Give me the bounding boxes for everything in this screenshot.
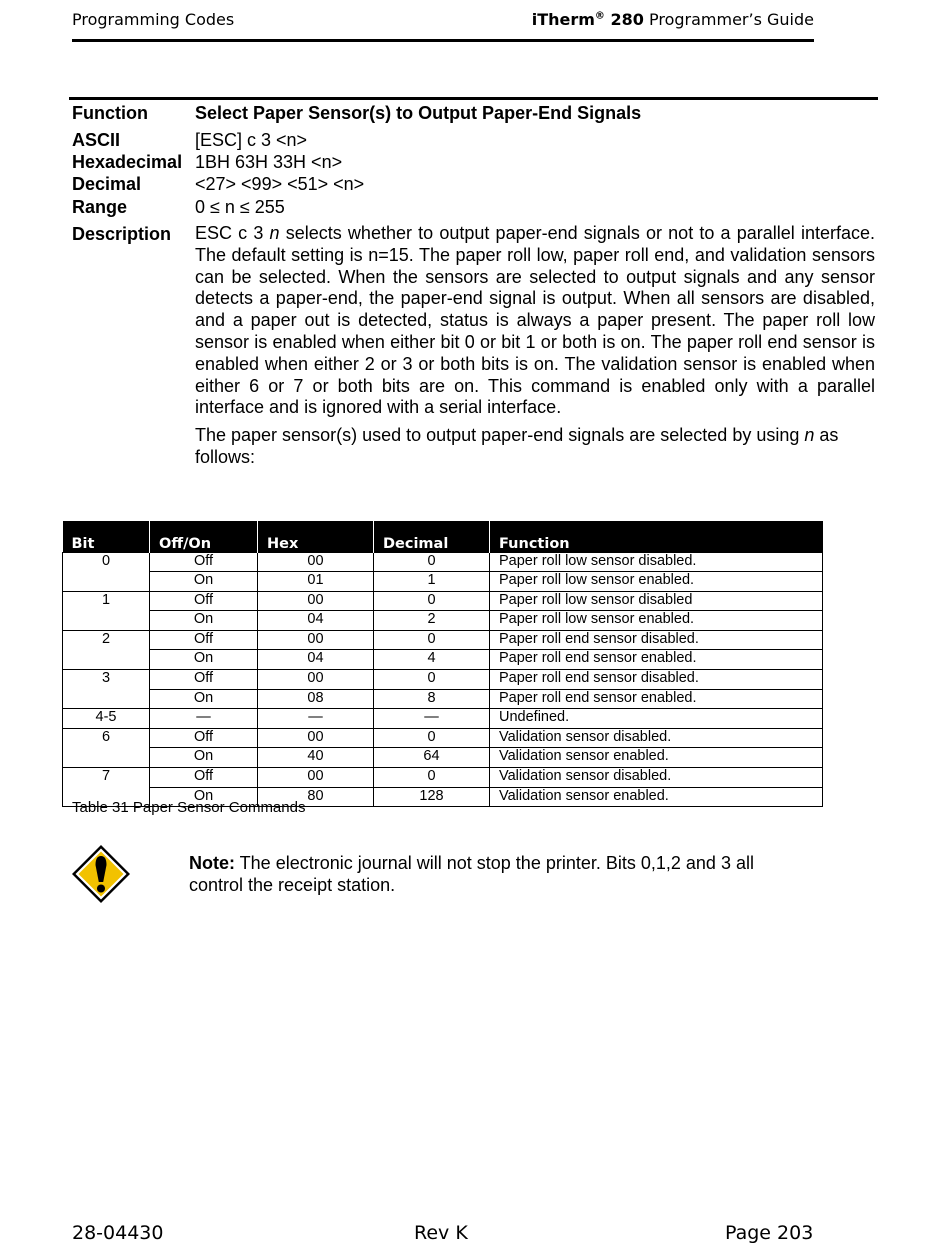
offon-cell: Off bbox=[150, 591, 258, 611]
description-body bbox=[195, 223, 875, 469]
decimal-cell: 0 bbox=[374, 552, 490, 572]
decimal-value: <27> <99> <51> <n> bbox=[195, 174, 365, 194]
hex-cell: 40 bbox=[258, 748, 374, 768]
hex-cell: 80 bbox=[258, 787, 374, 807]
footer-doc-number: 28-04430 bbox=[72, 1222, 164, 1244]
decimal-cell: 0 bbox=[374, 591, 490, 611]
section-rule bbox=[69, 97, 878, 100]
header-brand: iTherm bbox=[531, 10, 595, 29]
table-row bbox=[63, 611, 823, 631]
function-cell: Validation sensor enabled. bbox=[490, 787, 823, 807]
bit-cell: 4-5 bbox=[63, 709, 150, 729]
decimal-cell: — bbox=[374, 709, 490, 729]
function-cell: Paper roll end sensor enabled. bbox=[490, 689, 823, 709]
page-header bbox=[72, 10, 814, 30]
table-row bbox=[63, 728, 823, 748]
function-cell: Paper roll low sensor disabled bbox=[490, 591, 823, 611]
function-cell: Paper roll low sensor enabled. bbox=[490, 611, 823, 631]
bit-cell: 1 bbox=[63, 591, 150, 630]
table-row bbox=[63, 748, 823, 768]
decimal-cell: 64 bbox=[374, 748, 490, 768]
decimal-cell: 0 bbox=[374, 768, 490, 788]
footer-revision: Rev K bbox=[414, 1222, 468, 1244]
table-row bbox=[63, 709, 823, 729]
hex-cell: 00 bbox=[258, 768, 374, 788]
function-cell: Paper roll low sensor enabled. bbox=[490, 572, 823, 592]
hex-cell: 04 bbox=[258, 650, 374, 670]
paper-sensor-table bbox=[62, 521, 823, 807]
bit-cell: 7 bbox=[63, 768, 150, 807]
hex-cell: 04 bbox=[258, 611, 374, 631]
hex-cell: 08 bbox=[258, 689, 374, 709]
offon-cell: Off bbox=[150, 630, 258, 650]
function-cell: Validation sensor enabled. bbox=[490, 748, 823, 768]
column-header: Decimal bbox=[374, 521, 490, 552]
function-cell: Paper roll end sensor enabled. bbox=[490, 650, 823, 670]
description-text: The paper sensor(s) used to output paper-end signals are selected by using bbox=[195, 425, 805, 446]
function-cell: Paper roll end sensor disabled. bbox=[490, 630, 823, 650]
note-text bbox=[189, 852, 809, 896]
description-text: ESC c 3 bbox=[195, 223, 270, 243]
param-n: n bbox=[269, 223, 280, 243]
column-header: Hex bbox=[258, 521, 374, 552]
description-paragraph bbox=[195, 425, 875, 469]
table-row bbox=[63, 768, 823, 788]
range-label: Range bbox=[72, 197, 128, 217]
offon-cell: Off bbox=[150, 728, 258, 748]
header-guide-name: Programmer’s Guide bbox=[648, 10, 814, 29]
function-label: Function bbox=[72, 103, 148, 123]
note-body: The electronic journal will not stop the printer. Bits 0,1,2 and 3 all control the receipt station. bbox=[189, 853, 754, 895]
hex-cell: 00 bbox=[258, 591, 374, 611]
footer-page-number: Page 203 bbox=[725, 1222, 814, 1244]
hex-cell: 00 bbox=[258, 670, 374, 690]
hex-cell: 01 bbox=[258, 572, 374, 592]
table-body bbox=[63, 552, 823, 807]
offon-cell: On bbox=[150, 748, 258, 768]
offon-cell: Off bbox=[150, 670, 258, 690]
decimal-label: Decimal bbox=[72, 174, 142, 194]
function-value: Select Paper Sensor(s) to Output Paper-End Signals bbox=[195, 103, 642, 123]
column-header: Bit bbox=[63, 521, 150, 552]
header-section-title: Programming Codes bbox=[72, 10, 235, 29]
header-guide-title bbox=[532, 10, 814, 29]
description-text: as follows: bbox=[195, 425, 839, 467]
column-header: Off/On bbox=[150, 521, 258, 552]
table-row bbox=[63, 591, 823, 611]
hex-cell: 00 bbox=[258, 728, 374, 748]
table-row bbox=[63, 650, 823, 670]
function-cell: Validation sensor disabled. bbox=[490, 768, 823, 788]
hex-label: Hexadecimal bbox=[72, 152, 183, 172]
table-row bbox=[63, 630, 823, 650]
description-text: selects whether to output paper-end signals or not to a parallel interface. The default setting is n=15. The paper roll low, paper roll end, and validation sensors can be selected. When the sensors are selected to output signals and any sensor detects a paper-end, the paper-end signal is output. When all sensors are disabled, and a paper out is detected, status is always a paper present. The paper roll low sensor is enabled when either bit 0 or bit 1 or both is on. The paper roll end sensor is enabled when either 2 or 3 or both bits is on. The validation sensor is enabled when either 6 or 7 or both bits are on. This command is enabled only with a parallel interface and is ignored with a serial interface. bbox=[195, 223, 875, 418]
bit-cell: 0 bbox=[63, 552, 150, 591]
note-label: Note: bbox=[189, 853, 235, 873]
table-header-row bbox=[63, 521, 823, 552]
offon-cell: Off bbox=[150, 768, 258, 788]
header-reg-mark: ® bbox=[594, 10, 605, 22]
decimal-cell: 0 bbox=[374, 670, 490, 690]
table-caption: Table 31 Paper Sensor Commands bbox=[72, 799, 306, 816]
hex-cell: 00 bbox=[258, 630, 374, 650]
offon-cell: — bbox=[150, 709, 258, 729]
table-row bbox=[63, 552, 823, 572]
hex-cell: 00 bbox=[258, 552, 374, 572]
function-cell: Validation sensor disabled. bbox=[490, 728, 823, 748]
bit-cell: 3 bbox=[63, 670, 150, 709]
decimal-cell: 4 bbox=[374, 650, 490, 670]
description-label: Description bbox=[72, 224, 172, 244]
decimal-cell: 0 bbox=[374, 728, 490, 748]
decimal-cell: 0 bbox=[374, 630, 490, 650]
hex-cell: — bbox=[258, 709, 374, 729]
table-row bbox=[63, 670, 823, 690]
function-cell: Paper roll low sensor disabled. bbox=[490, 552, 823, 572]
offon-cell: On bbox=[150, 787, 258, 807]
function-cell: Paper roll end sensor disabled. bbox=[490, 670, 823, 690]
ascii-value: [ESC] c 3 <n> bbox=[195, 130, 308, 150]
table-row bbox=[63, 572, 823, 592]
offon-cell: Off bbox=[150, 552, 258, 572]
table-row bbox=[63, 689, 823, 709]
hex-value: 1BH 63H 33H <n> bbox=[195, 152, 343, 172]
ascii-label: ASCII bbox=[72, 130, 121, 150]
offon-cell: On bbox=[150, 689, 258, 709]
decimal-cell: 128 bbox=[374, 787, 490, 807]
function-cell: Undefined. bbox=[490, 709, 823, 729]
offon-cell: On bbox=[150, 611, 258, 631]
offon-cell: On bbox=[150, 572, 258, 592]
offon-cell: On bbox=[150, 650, 258, 670]
range-value: 0 ≤ n ≤ 255 bbox=[195, 197, 285, 217]
warning-icon bbox=[70, 843, 132, 905]
column-header: Function bbox=[490, 521, 823, 552]
header-rule bbox=[72, 39, 814, 42]
decimal-cell: 2 bbox=[374, 611, 490, 631]
bit-cell: 6 bbox=[63, 728, 150, 767]
decimal-cell: 1 bbox=[374, 572, 490, 592]
header-model: 280 bbox=[610, 10, 644, 29]
decimal-cell: 8 bbox=[374, 689, 490, 709]
bit-cell: 2 bbox=[63, 630, 150, 669]
description-paragraph bbox=[195, 223, 875, 419]
param-n: n bbox=[804, 425, 815, 446]
